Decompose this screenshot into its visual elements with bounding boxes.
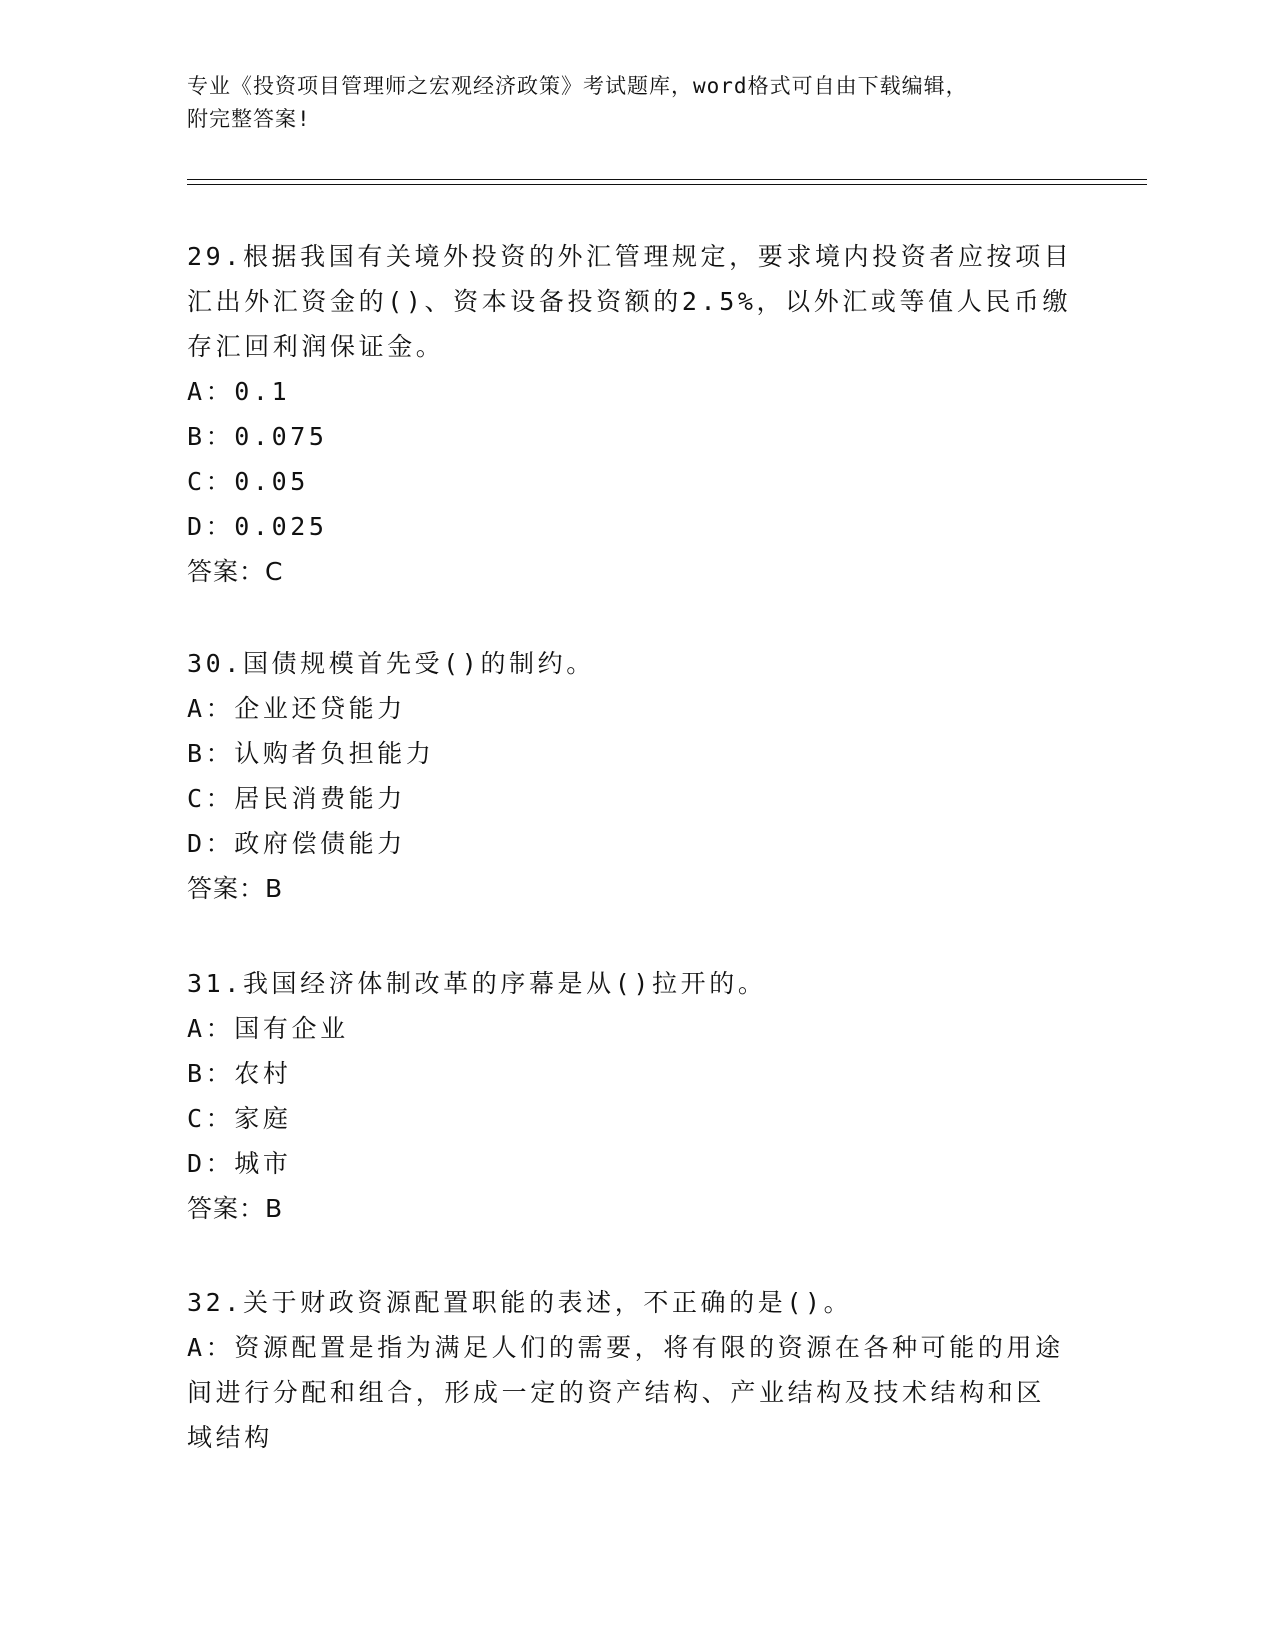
option-letter: C： bbox=[187, 467, 235, 496]
option-a bbox=[187, 686, 1087, 731]
option-text: 居民消费能力 bbox=[234, 784, 406, 813]
option-text: 城市 bbox=[234, 1149, 292, 1178]
option-letter: A： bbox=[187, 1333, 235, 1362]
answer-line: 答案：B bbox=[187, 874, 284, 903]
option-a bbox=[187, 369, 1087, 414]
option-a-continuation: 域结构 bbox=[187, 1423, 273, 1452]
option-text: 0.025 bbox=[234, 512, 328, 541]
header-line-2: 附完整答案! bbox=[187, 107, 311, 131]
option-text: 企业还贷能力 bbox=[234, 694, 406, 723]
option-text: 认购者负担能力 bbox=[234, 739, 435, 768]
option-letter: D： bbox=[187, 512, 235, 541]
option-letter: C： bbox=[187, 784, 235, 813]
question-32 bbox=[187, 1280, 1087, 1460]
option-letter: D： bbox=[187, 829, 235, 858]
option-letter: D： bbox=[187, 1149, 235, 1178]
question-text-line: 汇出外汇资金的()、资本设备投资额的2.5%，以外汇或等值人民币缴 bbox=[187, 287, 1072, 316]
option-text: 资源配置是指为满足人们的需要，将有限的资源在各种可能的用途 bbox=[234, 1333, 1064, 1362]
option-text: 国有企业 bbox=[234, 1014, 349, 1043]
document-header bbox=[187, 70, 1087, 136]
option-letter: A： bbox=[187, 1014, 235, 1043]
answer-line: 答案：B bbox=[187, 1194, 284, 1223]
question-text-line: 30.国债规模首先受()的制约。 bbox=[187, 649, 595, 678]
option-text: 0.1 bbox=[234, 377, 291, 406]
option-d bbox=[187, 821, 1087, 866]
header-line-1: 专业《投资项目管理师之宏观经济政策》考试题库，word格式可自由下载编辑， bbox=[187, 74, 968, 98]
option-c bbox=[187, 459, 1087, 504]
header-divider-bottom bbox=[187, 184, 1147, 185]
answer-line: 答案：C bbox=[187, 557, 284, 586]
option-text: 0.075 bbox=[234, 422, 328, 451]
option-text: 0.05 bbox=[234, 467, 309, 496]
question-text-line: 32.关于财政资源配置职能的表述，不正确的是()。 bbox=[187, 1288, 853, 1317]
option-letter: A： bbox=[187, 377, 235, 406]
option-letter: B： bbox=[187, 1059, 235, 1088]
option-text: 农村 bbox=[234, 1059, 292, 1088]
option-b bbox=[187, 1051, 1087, 1096]
option-b bbox=[187, 414, 1087, 459]
option-letter: B： bbox=[187, 739, 235, 768]
option-a bbox=[187, 1325, 1087, 1370]
question-text-line: 29.根据我国有关境外投资的外汇管理规定，要求境内投资者应按项目 bbox=[187, 242, 1073, 271]
question-30 bbox=[187, 641, 1087, 912]
option-letter: B： bbox=[187, 422, 235, 451]
option-letter: A： bbox=[187, 694, 235, 723]
question-29 bbox=[187, 234, 1087, 595]
option-c bbox=[187, 776, 1087, 821]
option-text: 家庭 bbox=[234, 1104, 292, 1133]
question-text-line: 31.我国经济体制改革的序幕是从()拉开的。 bbox=[187, 969, 767, 998]
option-a-continuation: 间进行分配和组合，形成一定的资产结构、产业结构及技术结构和区 bbox=[187, 1378, 1046, 1407]
question-31 bbox=[187, 961, 1087, 1232]
question-text-line: 存汇回利润保证金。 bbox=[187, 332, 445, 361]
option-d bbox=[187, 504, 1087, 549]
option-letter: C： bbox=[187, 1104, 235, 1133]
header-divider-top bbox=[187, 179, 1147, 180]
option-d bbox=[187, 1141, 1087, 1186]
option-c bbox=[187, 1096, 1087, 1141]
option-a bbox=[187, 1006, 1087, 1051]
option-text: 政府偿债能力 bbox=[234, 829, 406, 858]
option-b bbox=[187, 731, 1087, 776]
